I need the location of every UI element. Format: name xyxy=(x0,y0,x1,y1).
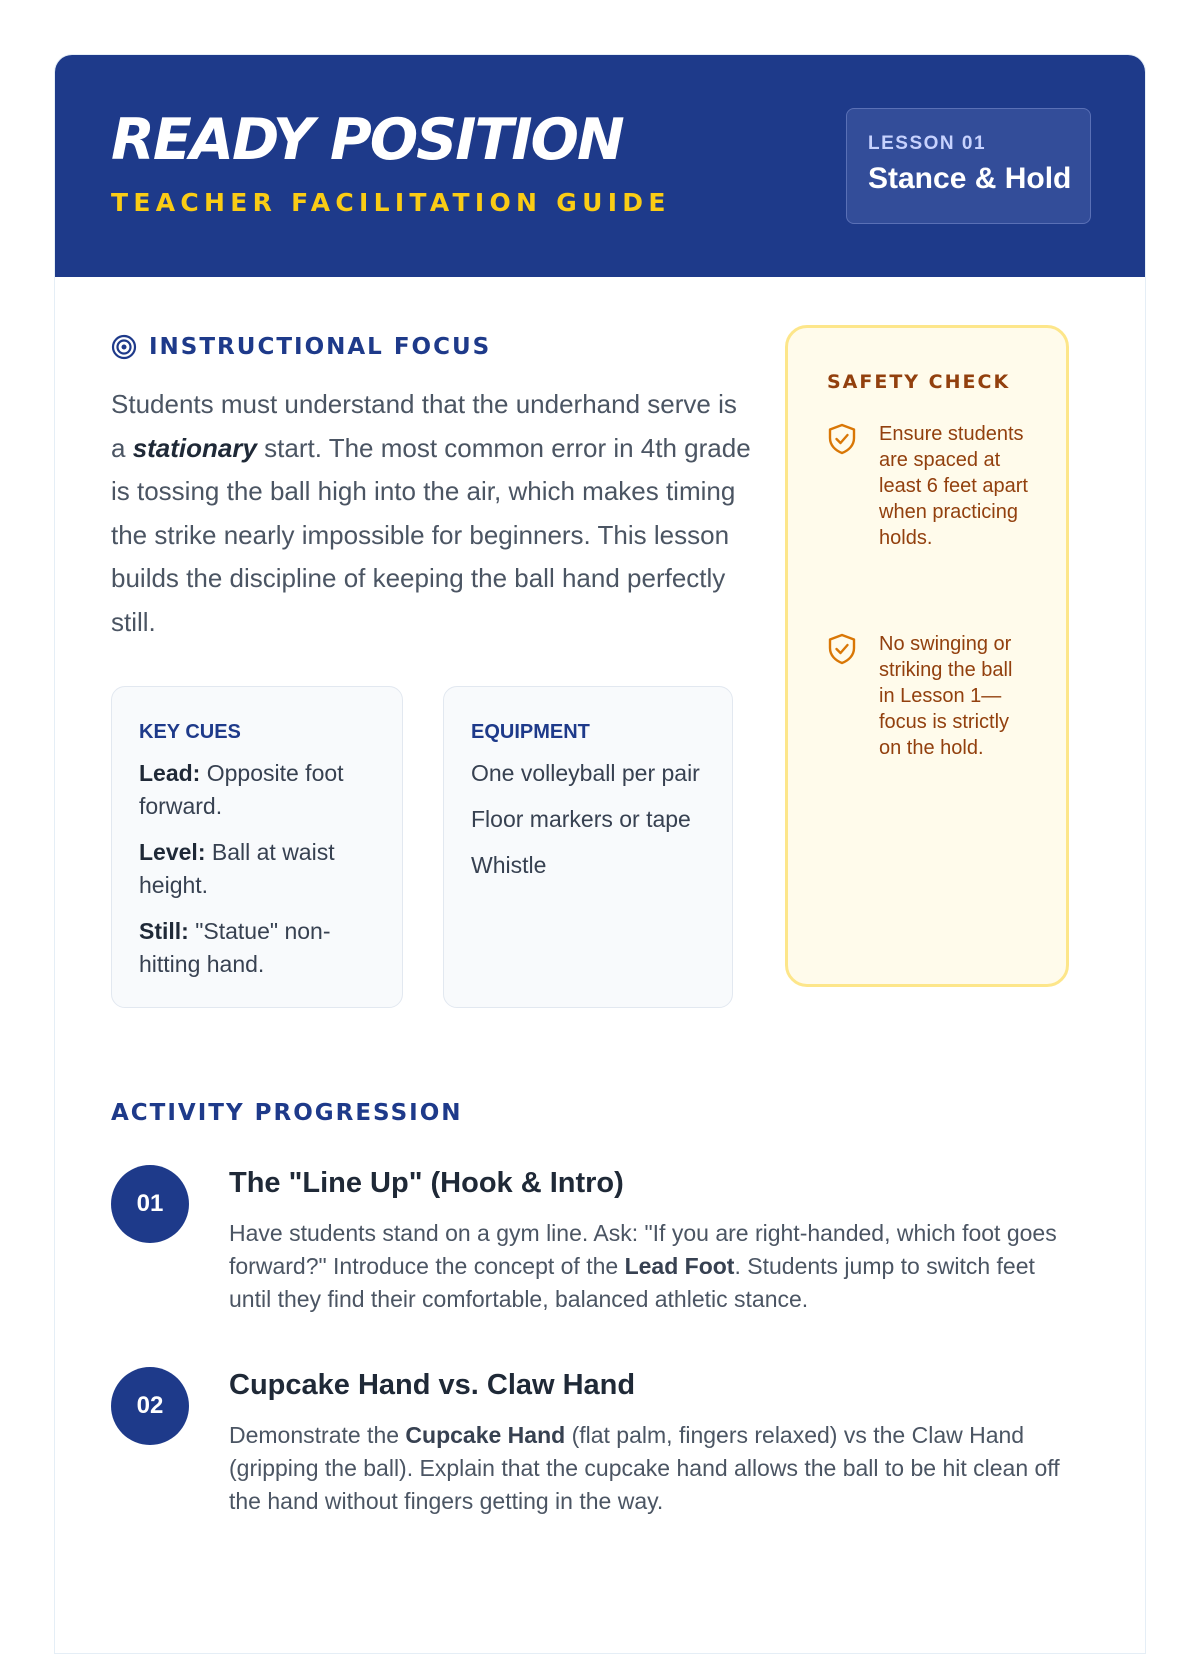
key-cue-item xyxy=(139,757,379,823)
key-cue-label: Still: xyxy=(139,918,189,944)
focus-text-emphasis: stationary xyxy=(132,432,257,463)
shield-check-icon xyxy=(827,633,857,665)
step-desc-end: . Students jump to switch feet until they find their comfortable, balanced athletic stance. xyxy=(229,1253,1035,1312)
target-icon xyxy=(111,334,137,360)
guide-header xyxy=(55,55,1146,277)
guide-subtitle: TEACHER FACILITATION GUIDE xyxy=(111,188,671,217)
focus-text-start: Students must understand that the underhand serve is a xyxy=(111,389,737,463)
equipment-item: One volleyball per pair xyxy=(471,760,700,786)
shield-check-icon xyxy=(827,423,857,455)
safety-check-panel xyxy=(785,325,1069,987)
equipment-item: Whistle xyxy=(471,852,547,878)
key-cue-label: Lead: xyxy=(139,760,201,786)
step-desc-start: Demonstrate the xyxy=(229,1422,406,1448)
lesson-name: Stance & Hold xyxy=(868,162,1072,195)
equipment-card xyxy=(443,686,733,1008)
key-cue-text: "Statue" non-hitting hand. xyxy=(139,918,331,977)
step-desc-bold: Cupcake Hand xyxy=(405,1422,566,1448)
equipment-item: Floor markers or tape xyxy=(471,806,691,832)
key-cues-title: KEY CUES xyxy=(139,721,241,743)
step-title: The "Line Up" (Hook & Intro) xyxy=(229,1167,624,1199)
key-cue-item xyxy=(139,836,379,902)
key-cue-text: Ball at waist height. xyxy=(139,839,335,898)
step-number-badge: 02 xyxy=(111,1367,189,1445)
lesson-number: LESSON 01 xyxy=(868,133,987,154)
equipment-list xyxy=(471,757,711,895)
key-cue-text: Opposite foot forward. xyxy=(139,760,344,819)
safety-item-text: No swinging or striking the ball in Lesson 1—focus is strictly on the hold. xyxy=(879,633,1013,759)
key-cues-list xyxy=(139,757,379,994)
focus-text-end: start. The most common error in 4th grade is tossing the ball high into the air, which makes timing the strike nearly impossible for beginners. This lesson builds the discipline of keeping the ball hand perfectly still. xyxy=(111,432,751,637)
safety-item-text: Ensure students are spaced at least 6 feet apart when practicing holds. xyxy=(879,423,1028,549)
key-cues-card xyxy=(111,686,403,1008)
key-cue-item xyxy=(139,915,379,981)
step-description xyxy=(229,1419,1079,1518)
instructional-focus-heading xyxy=(111,332,491,362)
step-title: Cupcake Hand vs. Claw Hand xyxy=(229,1369,636,1401)
activity-progression-heading: ACTIVITY PROGRESSION xyxy=(111,1100,463,1126)
step-desc-start: Have students stand on a gym line. Ask: "If you are right-handed, which foot goes forward?" Introduce the concept of the xyxy=(229,1220,1057,1279)
lesson-badge xyxy=(846,108,1091,224)
step-desc-end: (flat palm, fingers relaxed) vs the Claw Hand (gripping the ball). Explain that the cupcake hand allows the ball to be hit clean off the hand without fingers getting in the way. xyxy=(229,1422,1060,1514)
equipment-title: EQUIPMENT xyxy=(471,721,590,743)
instructional-focus-text xyxy=(111,383,751,644)
step-description xyxy=(229,1217,1079,1316)
instructional-focus-label: INSTRUCTIONAL FOCUS xyxy=(149,334,492,360)
key-cue-label: Level: xyxy=(139,839,206,865)
lesson-guide-page xyxy=(54,54,1146,1654)
guide-title: READY POSITION xyxy=(111,107,623,173)
step-number-badge: 01 xyxy=(111,1165,189,1243)
safety-check-title: SAFETY CHECK xyxy=(827,371,1011,393)
step-desc-bold: Lead Foot xyxy=(624,1253,735,1279)
